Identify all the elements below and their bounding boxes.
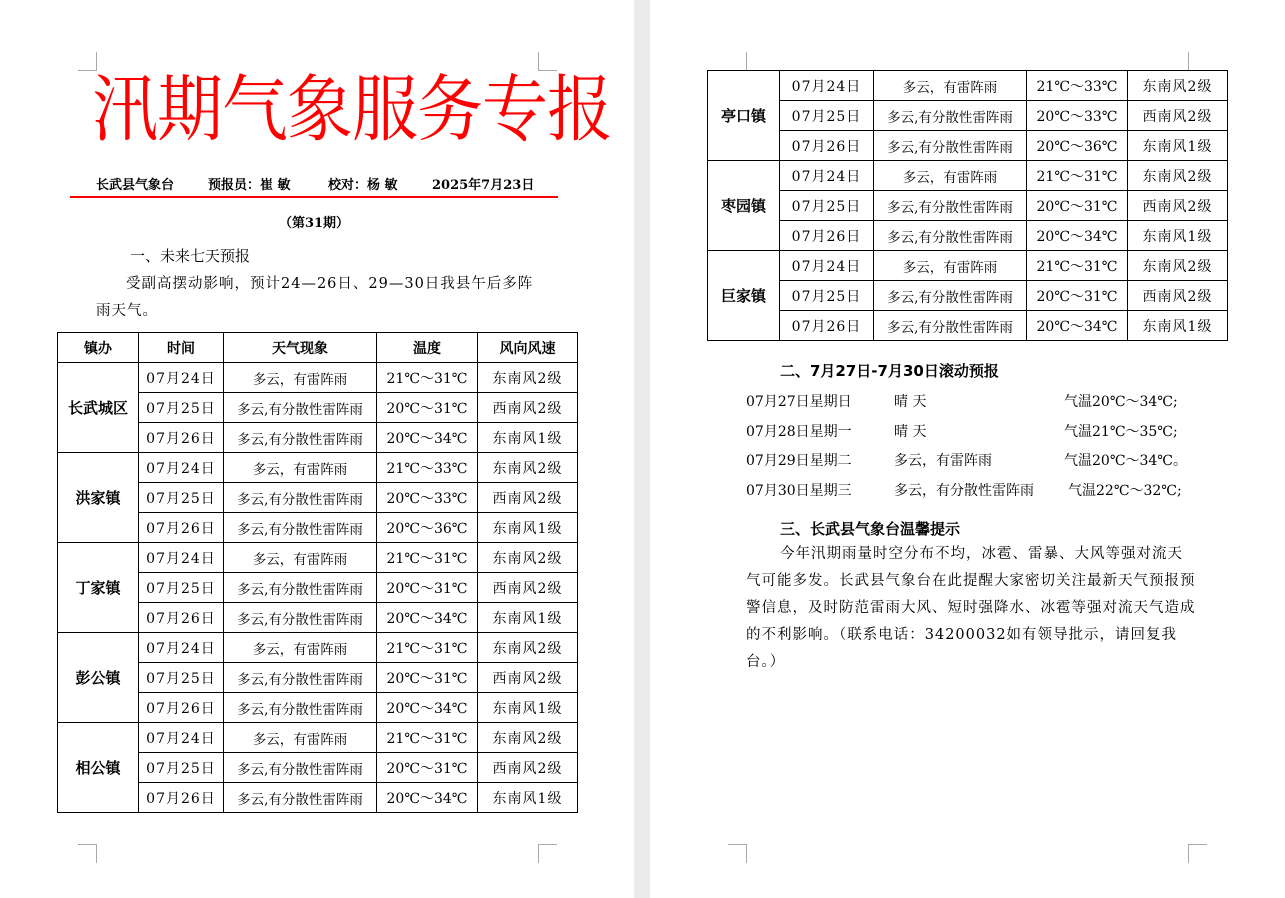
date-cell: 07月25日 xyxy=(780,191,874,221)
town-name: 彭公镇 xyxy=(58,633,139,723)
roll-weather: 晴 天 xyxy=(894,394,927,410)
temperature-cell: 21℃～31℃ xyxy=(377,723,478,753)
weather-cell: 多云,有分散性雷阵雨 xyxy=(224,423,377,453)
roll-temperature: 气温20℃～34℃。 xyxy=(1064,453,1187,469)
table-row xyxy=(708,131,1228,161)
temperature-cell: 21℃～31℃ xyxy=(377,633,478,663)
temperature-cell: 21℃～31℃ xyxy=(1027,251,1128,281)
date-cell: 07月24日 xyxy=(139,723,224,753)
temperature-cell: 21℃～31℃ xyxy=(377,363,478,393)
date-cell: 07月25日 xyxy=(780,101,874,131)
temperature-cell: 20℃～34℃ xyxy=(377,783,478,813)
forecast-table-continued xyxy=(707,70,1228,341)
table-row xyxy=(708,71,1228,101)
table-row xyxy=(58,723,578,753)
temperature-cell: 21℃～31℃ xyxy=(377,543,478,573)
weather-cell: 多云,有分散性雷阵雨 xyxy=(874,191,1027,221)
wind-cell: 西南风2级 xyxy=(478,483,578,513)
office-name: 长武县气象台 xyxy=(96,178,175,193)
roll-date: 07月30日星期三 xyxy=(746,483,852,499)
date-cell: 07月26日 xyxy=(139,603,224,633)
temperature-cell: 20℃～36℃ xyxy=(1027,131,1128,161)
wind-cell: 东南风1级 xyxy=(478,513,578,543)
roll-weather: 多云，有雷阵雨 xyxy=(894,453,992,469)
issue-date: 2025年7月23日 xyxy=(432,178,535,193)
weather-cell: 多云,有分散性雷阵雨 xyxy=(874,221,1027,251)
date-cell: 07月24日 xyxy=(139,453,224,483)
weather-cell: 多云,有分散性雷阵雨 xyxy=(874,131,1027,161)
table-row xyxy=(58,453,578,483)
temperature-cell: 20℃～36℃ xyxy=(377,513,478,543)
date-cell: 07月25日 xyxy=(139,393,224,423)
checker: 校对：杨 敏 xyxy=(328,178,398,193)
wind-cell: 东南风2级 xyxy=(478,723,578,753)
wind-cell: 东南风1级 xyxy=(478,693,578,723)
roll-temperature: 气温22℃～32℃; xyxy=(1068,483,1182,499)
weather-cell: 多云,有分散性雷阵雨 xyxy=(874,311,1027,341)
weather-cell: 多云，有雷阵雨 xyxy=(224,723,377,753)
temperature-cell: 21℃～31℃ xyxy=(1027,161,1128,191)
roll-date: 07月29日星期二 xyxy=(746,453,852,469)
column-header: 天气现象 xyxy=(224,333,377,363)
table-row xyxy=(708,251,1228,281)
wind-cell: 西南风2级 xyxy=(1128,101,1228,131)
wind-cell: 东南风1级 xyxy=(1128,131,1228,161)
section-heading: 一、未来七天预报 xyxy=(130,247,251,265)
forecast-table xyxy=(57,332,578,813)
table-row xyxy=(58,633,578,663)
date-cell: 07月24日 xyxy=(780,251,874,281)
wind-cell: 东南风1级 xyxy=(478,783,578,813)
town-name: 长武城区 xyxy=(58,363,139,453)
date-cell: 07月24日 xyxy=(139,543,224,573)
weather-cell: 多云,有分散性雷阵雨 xyxy=(224,393,377,423)
corner-mark xyxy=(1188,52,1207,71)
town-name: 巨家镇 xyxy=(708,251,780,341)
weather-cell: 多云,有分散性雷阵雨 xyxy=(224,753,377,783)
table-row xyxy=(708,101,1228,131)
table-row xyxy=(708,281,1228,311)
corner-mark xyxy=(78,844,97,863)
weather-cell: 多云,有分散性雷阵雨 xyxy=(224,783,377,813)
weather-cell: 多云,有分散性雷阵雨 xyxy=(224,483,377,513)
wind-cell: 西南风2级 xyxy=(478,663,578,693)
date-cell: 07月24日 xyxy=(780,161,874,191)
temperature-cell: 20℃～31℃ xyxy=(377,753,478,783)
temperature-cell: 20℃～33℃ xyxy=(1027,101,1128,131)
weather-cell: 多云，有雷阵雨 xyxy=(224,363,377,393)
weather-cell: 多云，有雷阵雨 xyxy=(874,251,1027,281)
wind-cell: 东南风2级 xyxy=(478,453,578,483)
weather-cell: 多云,有分散性雷阵雨 xyxy=(224,663,377,693)
date-cell: 07月26日 xyxy=(780,131,874,161)
weather-cell: 多云，有雷阵雨 xyxy=(224,453,377,483)
wind-cell: 西南风2级 xyxy=(1128,281,1228,311)
document-page-2 xyxy=(650,0,1285,898)
wind-cell: 西南风2级 xyxy=(478,753,578,783)
wind-cell: 东南风2级 xyxy=(478,543,578,573)
town-name: 枣园镇 xyxy=(708,161,780,251)
weather-cell: 多云，有雷阵雨 xyxy=(874,161,1027,191)
column-header: 风向风速 xyxy=(478,333,578,363)
wind-cell: 东南风2级 xyxy=(1128,251,1228,281)
masthead-title: 汛期气象服务专报 xyxy=(92,67,612,153)
weather-cell: 多云,有分散性雷阵雨 xyxy=(874,101,1027,131)
date-cell: 07月26日 xyxy=(139,423,224,453)
temperature-cell: 20℃～34℃ xyxy=(1027,311,1128,341)
corner-mark xyxy=(728,52,747,71)
corner-mark xyxy=(538,844,557,863)
weather-cell: 多云，有雷阵雨 xyxy=(874,71,1027,101)
date-cell: 07月25日 xyxy=(139,573,224,603)
table-row xyxy=(58,543,578,573)
table-row xyxy=(708,191,1228,221)
temperature-cell: 20℃～31℃ xyxy=(1027,191,1128,221)
temperature-cell: 20℃～34℃ xyxy=(377,603,478,633)
temperature-cell: 20℃～33℃ xyxy=(377,483,478,513)
town-name: 相公镇 xyxy=(58,723,139,813)
section-heading: 三、长武县气象台温馨提示 xyxy=(780,520,961,538)
town-name: 洪家镇 xyxy=(58,453,139,543)
temperature-cell: 20℃～31℃ xyxy=(377,393,478,423)
temperature-cell: 20℃～31℃ xyxy=(377,663,478,693)
weather-cell: 多云，有雷阵雨 xyxy=(224,633,377,663)
roll-weather: 多云，有分散性雷阵雨 xyxy=(894,483,1034,499)
wind-cell: 东南风2级 xyxy=(1128,71,1228,101)
date-cell: 07月26日 xyxy=(139,783,224,813)
roll-weather: 晴 天 xyxy=(894,424,927,440)
column-header: 时间 xyxy=(139,333,224,363)
date-cell: 07月24日 xyxy=(139,363,224,393)
wind-cell: 东南风2级 xyxy=(478,633,578,663)
byline xyxy=(70,176,558,198)
temperature-cell: 20℃～34℃ xyxy=(377,423,478,453)
wind-cell: 东南风1级 xyxy=(1128,221,1228,251)
wind-cell: 东南风1级 xyxy=(478,423,578,453)
table-row xyxy=(708,161,1228,191)
date-cell: 07月26日 xyxy=(780,311,874,341)
wind-cell: 东南风1级 xyxy=(478,603,578,633)
temperature-cell: 20℃～34℃ xyxy=(377,693,478,723)
weather-cell: 多云,有分散性雷阵雨 xyxy=(224,513,377,543)
column-header: 镇办 xyxy=(58,333,139,363)
table-row xyxy=(708,221,1228,251)
weather-cell: 多云,有分散性雷阵雨 xyxy=(224,603,377,633)
temperature-cell: 21℃～33℃ xyxy=(377,453,478,483)
roll-date: 07月27日星期日 xyxy=(746,394,852,410)
date-cell: 07月24日 xyxy=(139,633,224,663)
forecaster: 预报员：崔 敏 xyxy=(208,178,291,193)
document-page-1 xyxy=(0,0,634,898)
temperature-cell: 20℃～31℃ xyxy=(1027,281,1128,311)
wind-cell: 西南风2级 xyxy=(1128,191,1228,221)
town-name: 丁家镇 xyxy=(58,543,139,633)
weather-cell: 多云,有分散性雷阵雨 xyxy=(874,281,1027,311)
table-row xyxy=(58,363,578,393)
date-cell: 07月25日 xyxy=(139,753,224,783)
roll-temperature: 气温21℃～35℃; xyxy=(1064,424,1178,440)
date-cell: 07月26日 xyxy=(780,221,874,251)
section-heading: 二、7月27日-7月30日滚动预报 xyxy=(780,362,999,380)
weather-cell: 多云,有分散性雷阵雨 xyxy=(224,693,377,723)
table-header-row xyxy=(58,333,578,363)
date-cell: 07月25日 xyxy=(780,281,874,311)
issue-number: （第31期） xyxy=(278,216,350,231)
date-cell: 07月26日 xyxy=(139,513,224,543)
weather-cell: 多云，有雷阵雨 xyxy=(224,543,377,573)
section-paragraph: 今年汛期雨量时空分布不均，冰雹、雷暴、大风等强对流天气可能多发。长武县气象台在此提醒大家密切关注最新天气预报预警信息，及时防范雷雨大风、短时强降水、冰雹等强对流天气造成的不利影响。（联系电话：34200032如有领导批示，请回复我台。） xyxy=(746,546,1196,670)
wind-cell: 东南风2级 xyxy=(1128,161,1228,191)
weather-cell: 多云,有分散性雷阵雨 xyxy=(224,573,377,603)
table-row xyxy=(708,311,1228,341)
date-cell: 07月25日 xyxy=(139,483,224,513)
column-header: 温度 xyxy=(377,333,478,363)
date-cell: 07月25日 xyxy=(139,663,224,693)
wind-cell: 东南风1级 xyxy=(1128,311,1228,341)
wind-cell: 东南风2级 xyxy=(478,363,578,393)
temperature-cell: 21℃～33℃ xyxy=(1027,71,1128,101)
corner-mark xyxy=(728,844,747,863)
roll-temperature: 气温20℃～34℃; xyxy=(1064,394,1178,410)
roll-date: 07月28日星期一 xyxy=(746,424,852,440)
temperature-cell: 20℃～34℃ xyxy=(1027,221,1128,251)
wind-cell: 西南风2级 xyxy=(478,393,578,423)
date-cell: 07月26日 xyxy=(139,693,224,723)
section-paragraph: 受副高摆动影响，预计24—26日、29—30日我县午后多阵雨天气。 xyxy=(96,276,534,319)
wind-cell: 西南风2级 xyxy=(478,573,578,603)
temperature-cell: 20℃～31℃ xyxy=(377,573,478,603)
corner-mark xyxy=(1188,844,1207,863)
date-cell: 07月24日 xyxy=(780,71,874,101)
town-name: 亭口镇 xyxy=(708,71,780,161)
